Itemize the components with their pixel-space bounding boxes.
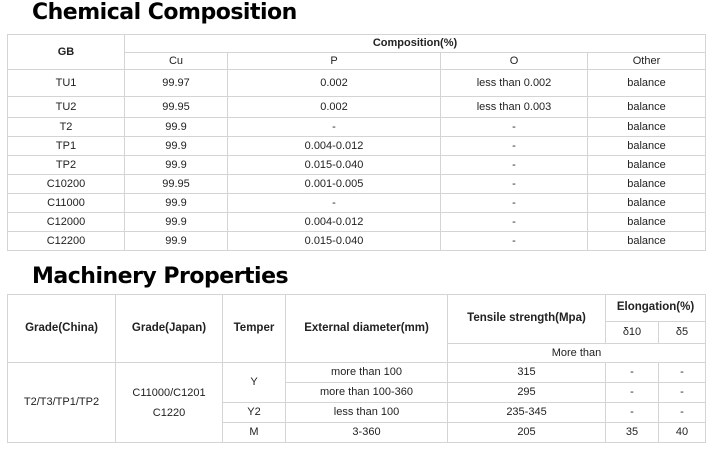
p-cell: - xyxy=(228,118,441,137)
machinery-properties-table xyxy=(7,294,706,443)
cu-cell: 99.97 xyxy=(125,70,228,97)
other-cell: balance xyxy=(588,175,706,194)
grade-japan-header: Grade(Japan) xyxy=(116,295,223,363)
o-cell: less than 0.003 xyxy=(441,97,588,118)
other-cell: balance xyxy=(588,70,706,97)
p-cell: - xyxy=(228,194,441,213)
grade-cell: C10200 xyxy=(8,175,125,194)
delta5-cell: - xyxy=(659,383,706,403)
other-cell: balance xyxy=(588,194,706,213)
tensile-cell: 295 xyxy=(448,383,606,403)
cu-cell: 99.9 xyxy=(125,156,228,175)
composition-header-row xyxy=(8,35,706,53)
more-than-header: More than xyxy=(448,344,706,363)
temper-cell: M xyxy=(223,423,286,443)
temper-cell: Y2 xyxy=(223,403,286,423)
o-header: O xyxy=(441,53,588,70)
table-row xyxy=(8,70,706,97)
chemical-composition-heading: Chemical Composition xyxy=(32,0,297,25)
other-cell: balance xyxy=(588,213,706,232)
tensile-strength-header: Tensile strength(Mpa) xyxy=(448,295,606,344)
o-cell: - xyxy=(441,232,588,251)
grade-cell: C11000 xyxy=(8,194,125,213)
other-header: Other xyxy=(588,53,706,70)
cu-cell: 99.9 xyxy=(125,118,228,137)
external-diameter-header: External diameter(mm) xyxy=(286,295,448,363)
tensile-cell: 235-345 xyxy=(448,403,606,423)
delta5-cell: 40 xyxy=(659,423,706,443)
grade-china-header: Grade(China) xyxy=(8,295,116,363)
delta5-cell: - xyxy=(659,403,706,423)
p-cell: 0.002 xyxy=(228,97,441,118)
p-cell: 0.004-0.012 xyxy=(228,137,441,156)
p-cell: 0.004-0.012 xyxy=(228,213,441,232)
grade-china-cell: T2/T3/TP1/TP2 xyxy=(8,363,116,443)
temper-header: Temper xyxy=(223,295,286,363)
tensile-cell: 205 xyxy=(448,423,606,443)
diameter-cell: more than 100 xyxy=(286,363,448,383)
cu-cell: 99.9 xyxy=(125,213,228,232)
o-cell: less than 0.002 xyxy=(441,70,588,97)
o-cell: - xyxy=(441,194,588,213)
table-row xyxy=(8,194,706,213)
delta10-cell: - xyxy=(606,363,659,383)
table-row xyxy=(8,213,706,232)
p-cell: 0.015-0.040 xyxy=(228,232,441,251)
diameter-cell: more than 100-360 xyxy=(286,383,448,403)
p-cell: 0.015-0.040 xyxy=(228,156,441,175)
o-cell: - xyxy=(441,213,588,232)
other-cell: balance xyxy=(588,118,706,137)
other-cell: balance xyxy=(588,137,706,156)
delta5-header: δ5 xyxy=(659,322,706,344)
tensile-cell: 315 xyxy=(448,363,606,383)
machinery-header-row xyxy=(8,295,706,322)
o-cell: - xyxy=(441,175,588,194)
grade-japan-cell xyxy=(116,363,223,443)
table-row xyxy=(8,156,706,175)
grade-cell: T2 xyxy=(8,118,125,137)
delta10-cell: - xyxy=(606,383,659,403)
cu-cell: 99.9 xyxy=(125,137,228,156)
cu-cell: 99.9 xyxy=(125,194,228,213)
other-cell: balance xyxy=(588,156,706,175)
temper-cell: Y xyxy=(223,363,286,403)
table-row xyxy=(8,232,706,251)
cu-cell: 99.95 xyxy=(125,175,228,194)
chemical-composition-table xyxy=(7,34,706,251)
p-cell: 0.001-0.005 xyxy=(228,175,441,194)
diameter-cell: less than 100 xyxy=(286,403,448,423)
p-header: P xyxy=(228,53,441,70)
table-row xyxy=(8,137,706,156)
diameter-cell: 3-360 xyxy=(286,423,448,443)
table-row xyxy=(8,363,706,383)
grade-cell: C12000 xyxy=(8,213,125,232)
o-cell: - xyxy=(441,118,588,137)
grade-cell: TU1 xyxy=(8,70,125,97)
grade-cell: TU2 xyxy=(8,97,125,118)
delta10-cell: 35 xyxy=(606,423,659,443)
elongation-header: Elongation(%) xyxy=(606,295,706,322)
grade-cell: TP1 xyxy=(8,137,125,156)
o-cell: - xyxy=(441,137,588,156)
other-cell: balance xyxy=(588,232,706,251)
table-row xyxy=(8,118,706,137)
cu-cell: 99.95 xyxy=(125,97,228,118)
grade-cell: C12200 xyxy=(8,232,125,251)
grade-cell: TP2 xyxy=(8,156,125,175)
grade-japan-line: C1220 xyxy=(152,406,186,419)
o-cell: - xyxy=(441,156,588,175)
other-cell: balance xyxy=(588,97,706,118)
composition-group-header: Composition(%) xyxy=(125,35,706,53)
grade-japan-line: C11000/C1201 xyxy=(132,386,206,399)
p-cell: 0.002 xyxy=(228,70,441,97)
table-row xyxy=(8,97,706,118)
gb-header: GB xyxy=(8,35,125,70)
delta10-cell: - xyxy=(606,403,659,423)
cu-cell: 99.9 xyxy=(125,232,228,251)
delta5-cell: - xyxy=(659,363,706,383)
cu-header: Cu xyxy=(125,53,228,70)
delta10-header: δ10 xyxy=(606,322,659,344)
machinery-properties-heading: Machinery Properties xyxy=(32,264,289,289)
table-row xyxy=(8,175,706,194)
